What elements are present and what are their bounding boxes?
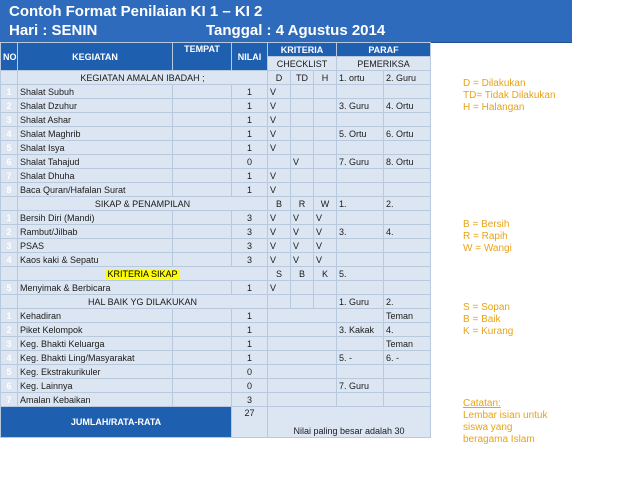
kegiatan-cell: PSAS <box>18 239 173 253</box>
check-cell <box>268 295 291 309</box>
check-cell <box>314 127 337 141</box>
kegiatan-cell: Rambut/Jilbab <box>18 225 173 239</box>
legend-item: D = Dilakukan <box>463 78 526 89</box>
paraf-cell <box>337 337 384 351</box>
check-cell: V <box>268 225 291 239</box>
header-row <box>1 43 431 57</box>
tempat-cell <box>173 393 232 407</box>
table-row <box>1 309 431 323</box>
check-cell: V <box>314 239 337 253</box>
paraf-cell <box>384 113 431 127</box>
paraf-cell <box>384 239 431 253</box>
nilai-cell: 1 <box>232 351 268 365</box>
check-cell <box>291 295 314 309</box>
criteria-label: W <box>314 197 337 211</box>
paraf-cell: 3. Kakak <box>337 323 384 337</box>
table-row <box>1 239 431 253</box>
catatan-line: Lembar isian untuk <box>463 410 548 421</box>
legend-item: S = Sopan <box>463 302 510 313</box>
check-cell: V <box>268 211 291 225</box>
paraf-cell <box>337 85 384 99</box>
no-cell <box>1 71 18 85</box>
kegiatan-cell: Baca Quran/Hafalan Surat <box>18 183 173 197</box>
tempat-cell <box>173 155 232 169</box>
paraf-cell: 4. Ortu <box>384 99 431 113</box>
no-cell: 1 <box>1 309 18 323</box>
assessment-table <box>0 42 431 438</box>
criteria-label: B <box>268 197 291 211</box>
paraf-cell <box>337 113 384 127</box>
tempat-cell <box>173 337 232 351</box>
check-cell <box>314 155 337 169</box>
table-row <box>1 183 431 197</box>
paraf-label: 2. Guru <box>384 71 431 85</box>
kegiatan-cell: Shalat Maghrib <box>18 127 173 141</box>
check-cell: V <box>314 211 337 225</box>
paraf-cell <box>337 281 384 295</box>
check-cell: V <box>291 253 314 267</box>
nilai-cell: 1 <box>232 127 268 141</box>
check-cell <box>291 183 314 197</box>
table-row <box>1 155 431 169</box>
table-row <box>1 85 431 99</box>
catatan-line: siswa yang <box>463 422 513 433</box>
legend-item: K = Kurang <box>463 326 514 337</box>
tempat-cell <box>173 141 232 155</box>
nilai-cell: 1 <box>232 183 268 197</box>
section-title: KEGIATAN AMALAN IBADAH ; <box>18 71 268 85</box>
check-cell: V <box>291 211 314 225</box>
check-cell <box>268 379 337 393</box>
table-row <box>1 113 431 127</box>
tempat-cell <box>173 239 232 253</box>
paraf-label: 1. <box>337 197 384 211</box>
no-cell: 5 <box>1 365 18 379</box>
legend-sikap <box>463 219 512 255</box>
criteria-label: K <box>314 267 337 281</box>
paraf-cell <box>384 211 431 225</box>
tempat-cell <box>173 365 232 379</box>
paraf-cell <box>384 365 431 379</box>
no-cell: 4 <box>1 351 18 365</box>
table-row <box>1 337 431 351</box>
nilai-cell: 1 <box>232 113 268 127</box>
kriteria-sikap-cell <box>18 267 268 281</box>
paraf-cell: Teman <box>384 337 431 351</box>
tempat-cell <box>173 323 232 337</box>
paraf-cell: 6. Ortu <box>384 127 431 141</box>
criteria-label: D <box>268 71 291 85</box>
kegiatan-cell: Keg. Bhakti Ling/Masyarakat <box>18 351 173 365</box>
no-cell: 2 <box>1 99 18 113</box>
nilai-cell: 1 <box>232 85 268 99</box>
kegiatan-cell: Bersih Diri (Mandi) <box>18 211 173 225</box>
nilai-cell: 1 <box>232 323 268 337</box>
legend-ibadah <box>463 78 556 114</box>
kegiatan-cell: Kaos kaki & Sepatu <box>18 253 173 267</box>
tempat-cell <box>173 351 232 365</box>
paraf-label: 1. ortu <box>337 71 384 85</box>
section-row-sikap <box>1 197 431 211</box>
check-cell <box>291 85 314 99</box>
no-cell: 5 <box>1 281 18 295</box>
nilai-cell: 3 <box>232 211 268 225</box>
section-row-hal-baik <box>1 295 431 309</box>
paraf-cell <box>384 85 431 99</box>
kegiatan-cell: Keg. Lainnya <box>18 379 173 393</box>
tempat-cell <box>173 211 232 225</box>
tempat-cell <box>173 281 232 295</box>
catatan-line: beragama Islam <box>463 434 535 445</box>
check-cell <box>268 365 337 379</box>
no-cell <box>1 267 18 281</box>
no-cell: 1 <box>1 85 18 99</box>
paraf-label: 2. <box>384 295 431 309</box>
no-cell: 3 <box>1 113 18 127</box>
no-cell: 5 <box>1 141 18 155</box>
paraf-cell <box>384 183 431 197</box>
no-cell: 7 <box>1 393 18 407</box>
table-row <box>1 99 431 113</box>
check-cell: V <box>268 253 291 267</box>
header-checklist: CHECKLIST <box>268 57 337 71</box>
paraf-cell <box>337 141 384 155</box>
no-cell: 1 <box>1 211 18 225</box>
paraf-cell: Teman <box>384 309 431 323</box>
tempat-cell <box>173 127 232 141</box>
kegiatan-cell: Shalat Subuh <box>18 85 173 99</box>
nilai-cell: 3 <box>232 225 268 239</box>
check-cell: V <box>291 239 314 253</box>
paraf-cell: 3. <box>337 225 384 239</box>
section-title: HAL BAIK YG DILAKUKAN <box>18 295 268 309</box>
catatan-title: Catatan: <box>463 398 501 409</box>
header-kriteria: KRITERIA <box>268 43 337 57</box>
check-cell <box>314 99 337 113</box>
kegiatan-cell: Shalat Isya <box>18 141 173 155</box>
paraf-label <box>384 267 431 281</box>
check-cell: V <box>314 225 337 239</box>
check-cell <box>291 127 314 141</box>
legend-item: R = Rapih <box>463 231 508 242</box>
paraf-cell: 4. <box>384 323 431 337</box>
nilai-cell: 0 <box>232 155 268 169</box>
paraf-cell: 3. Guru <box>337 99 384 113</box>
total-value: 27 <box>232 407 268 438</box>
nilai-cell: 0 <box>232 365 268 379</box>
paraf-cell: 7. Guru <box>337 155 384 169</box>
legend-item: TD= Tidak Dilakukan <box>463 90 556 101</box>
nilai-cell: 1 <box>232 309 268 323</box>
table-row <box>1 393 431 407</box>
check-cell <box>268 393 337 407</box>
criteria-label: B <box>291 267 314 281</box>
paraf-cell: 4. <box>384 225 431 239</box>
paraf-cell <box>337 393 384 407</box>
paraf-cell: 8. Ortu <box>384 155 431 169</box>
nilai-cell: 3 <box>232 253 268 267</box>
check-cell <box>314 85 337 99</box>
paraf-cell: 5. - <box>337 351 384 365</box>
paraf-label: 1. Guru <box>337 295 384 309</box>
no-cell: 4 <box>1 127 18 141</box>
table-row <box>1 141 431 155</box>
page-title: Contoh Format Penilaian KI 1 – KI 2 <box>9 3 263 20</box>
tempat-cell <box>173 253 232 267</box>
header-tempat: TEMPAT <box>173 43 232 71</box>
paraf-cell <box>384 169 431 183</box>
header-no: NO <box>1 43 18 71</box>
table-row <box>1 211 431 225</box>
check-cell: V <box>314 253 337 267</box>
paraf-label: 2. <box>384 197 431 211</box>
check-cell <box>268 309 337 323</box>
tempat-cell <box>173 379 232 393</box>
nilai-cell: 1 <box>232 337 268 351</box>
tempat-cell <box>173 183 232 197</box>
paraf-cell: 6. - <box>384 351 431 365</box>
tempat-cell <box>173 309 232 323</box>
check-cell: V <box>268 113 291 127</box>
paraf-cell <box>384 379 431 393</box>
check-cell <box>314 169 337 183</box>
no-cell: 8 <box>1 183 18 197</box>
paraf-cell <box>384 253 431 267</box>
check-cell <box>268 351 337 365</box>
no-cell: 3 <box>1 239 18 253</box>
no-cell: 6 <box>1 155 18 169</box>
paraf-cell <box>337 309 384 323</box>
kegiatan-cell: Shalat Dhuha <box>18 169 173 183</box>
check-cell <box>268 155 291 169</box>
kegiatan-cell: Shalat Tahajud <box>18 155 173 169</box>
legend-kriteria <box>463 302 513 338</box>
check-cell: V <box>268 169 291 183</box>
check-cell <box>291 113 314 127</box>
kegiatan-cell: Menyimak & Berbicara <box>18 281 173 295</box>
check-cell: V <box>291 155 314 169</box>
legend-item: H = Halangan <box>463 102 525 113</box>
tempat-cell <box>173 99 232 113</box>
paraf-cell <box>337 183 384 197</box>
paraf-cell: 5. Ortu <box>337 127 384 141</box>
criteria-label: H <box>314 71 337 85</box>
check-cell <box>314 183 337 197</box>
nilai-cell: 1 <box>232 99 268 113</box>
tempat-cell <box>173 85 232 99</box>
kegiatan-cell: Amalan Kebaikan <box>18 393 173 407</box>
no-cell: 3 <box>1 337 18 351</box>
kegiatan-cell: Shalat Dzuhur <box>18 99 173 113</box>
check-cell: V <box>268 183 291 197</box>
legend-catatan <box>463 398 548 446</box>
paraf-cell <box>384 393 431 407</box>
nilai-cell: 3 <box>232 239 268 253</box>
no-cell: 6 <box>1 379 18 393</box>
paraf-cell <box>384 141 431 155</box>
kegiatan-cell: Keg. Bhakti Keluarga <box>18 337 173 351</box>
legend-item: B = Baik <box>463 314 501 325</box>
total-note: Nilai paling besar adalah 30 <box>268 407 431 438</box>
kegiatan-cell: Keg. Ekstrakurikuler <box>18 365 173 379</box>
tempat-cell <box>173 225 232 239</box>
paraf-cell <box>337 211 384 225</box>
paraf-cell <box>384 281 431 295</box>
section-title: SIKAP & PENAMPILAN <box>18 197 268 211</box>
legend-item: W = Wangi <box>463 243 512 254</box>
nilai-cell: 1 <box>232 141 268 155</box>
table-row <box>1 379 431 393</box>
no-cell: 2 <box>1 225 18 239</box>
table-row <box>1 365 431 379</box>
criteria-label: S <box>268 267 291 281</box>
criteria-label: TD <box>291 71 314 85</box>
paraf-cell <box>337 169 384 183</box>
check-cell <box>291 99 314 113</box>
check-cell: V <box>291 225 314 239</box>
check-cell <box>268 323 337 337</box>
header-pemeriksa: PEMERIKSA <box>337 57 431 71</box>
header-paraf: PARAF <box>337 43 431 57</box>
table-row <box>1 169 431 183</box>
header-nilai: NILAI <box>232 43 268 71</box>
day-label: Hari : SENIN <box>9 22 98 39</box>
check-cell <box>268 337 337 351</box>
check-cell: V <box>268 127 291 141</box>
check-cell: V <box>268 85 291 99</box>
date-label: Tanggal : 4 Agustus 2014 <box>206 22 386 39</box>
section-row-kriteria-sikap <box>1 267 431 281</box>
tempat-cell <box>173 113 232 127</box>
no-cell <box>1 197 18 211</box>
kegiatan-cell: Kehadiran <box>18 309 173 323</box>
paraf-cell <box>337 365 384 379</box>
table-row <box>1 351 431 365</box>
kriteria-sikap-label: KRITERIA SIKAP <box>107 268 178 279</box>
check-cell <box>291 141 314 155</box>
check-cell <box>314 141 337 155</box>
paraf-cell: 7. Guru <box>337 379 384 393</box>
table-row <box>1 281 431 295</box>
nilai-cell: 3 <box>232 393 268 407</box>
nilai-cell: 0 <box>232 379 268 393</box>
nilai-cell: 1 <box>232 169 268 183</box>
table-row <box>1 323 431 337</box>
paraf-cell <box>337 253 384 267</box>
no-cell: 7 <box>1 169 18 183</box>
check-cell: V <box>268 239 291 253</box>
no-cell <box>1 295 18 309</box>
criteria-label: R <box>291 197 314 211</box>
total-label: JUMLAH/RATA-RATA <box>1 407 232 438</box>
paraf-label: 5. <box>337 267 384 281</box>
table-row <box>1 253 431 267</box>
check-cell: V <box>268 141 291 155</box>
nilai-cell: 1 <box>232 281 268 295</box>
table-row <box>1 225 431 239</box>
total-row <box>1 407 431 438</box>
no-cell: 2 <box>1 323 18 337</box>
check-cell: V <box>268 281 291 295</box>
paraf-cell <box>337 239 384 253</box>
kegiatan-cell: Shalat Ashar <box>18 113 173 127</box>
check-cell <box>314 281 337 295</box>
table-row <box>1 127 431 141</box>
section-row-ibadah <box>1 71 431 85</box>
tempat-cell <box>173 169 232 183</box>
check-cell <box>291 169 314 183</box>
check-cell: V <box>268 99 291 113</box>
check-cell <box>291 281 314 295</box>
legend-item: B = Bersih <box>463 219 510 230</box>
check-cell <box>314 295 337 309</box>
header-kegiatan: KEGIATAN <box>18 43 173 71</box>
no-cell: 4 <box>1 253 18 267</box>
check-cell <box>314 113 337 127</box>
title-bar <box>0 0 572 43</box>
kegiatan-cell: Piket Kelompok <box>18 323 173 337</box>
